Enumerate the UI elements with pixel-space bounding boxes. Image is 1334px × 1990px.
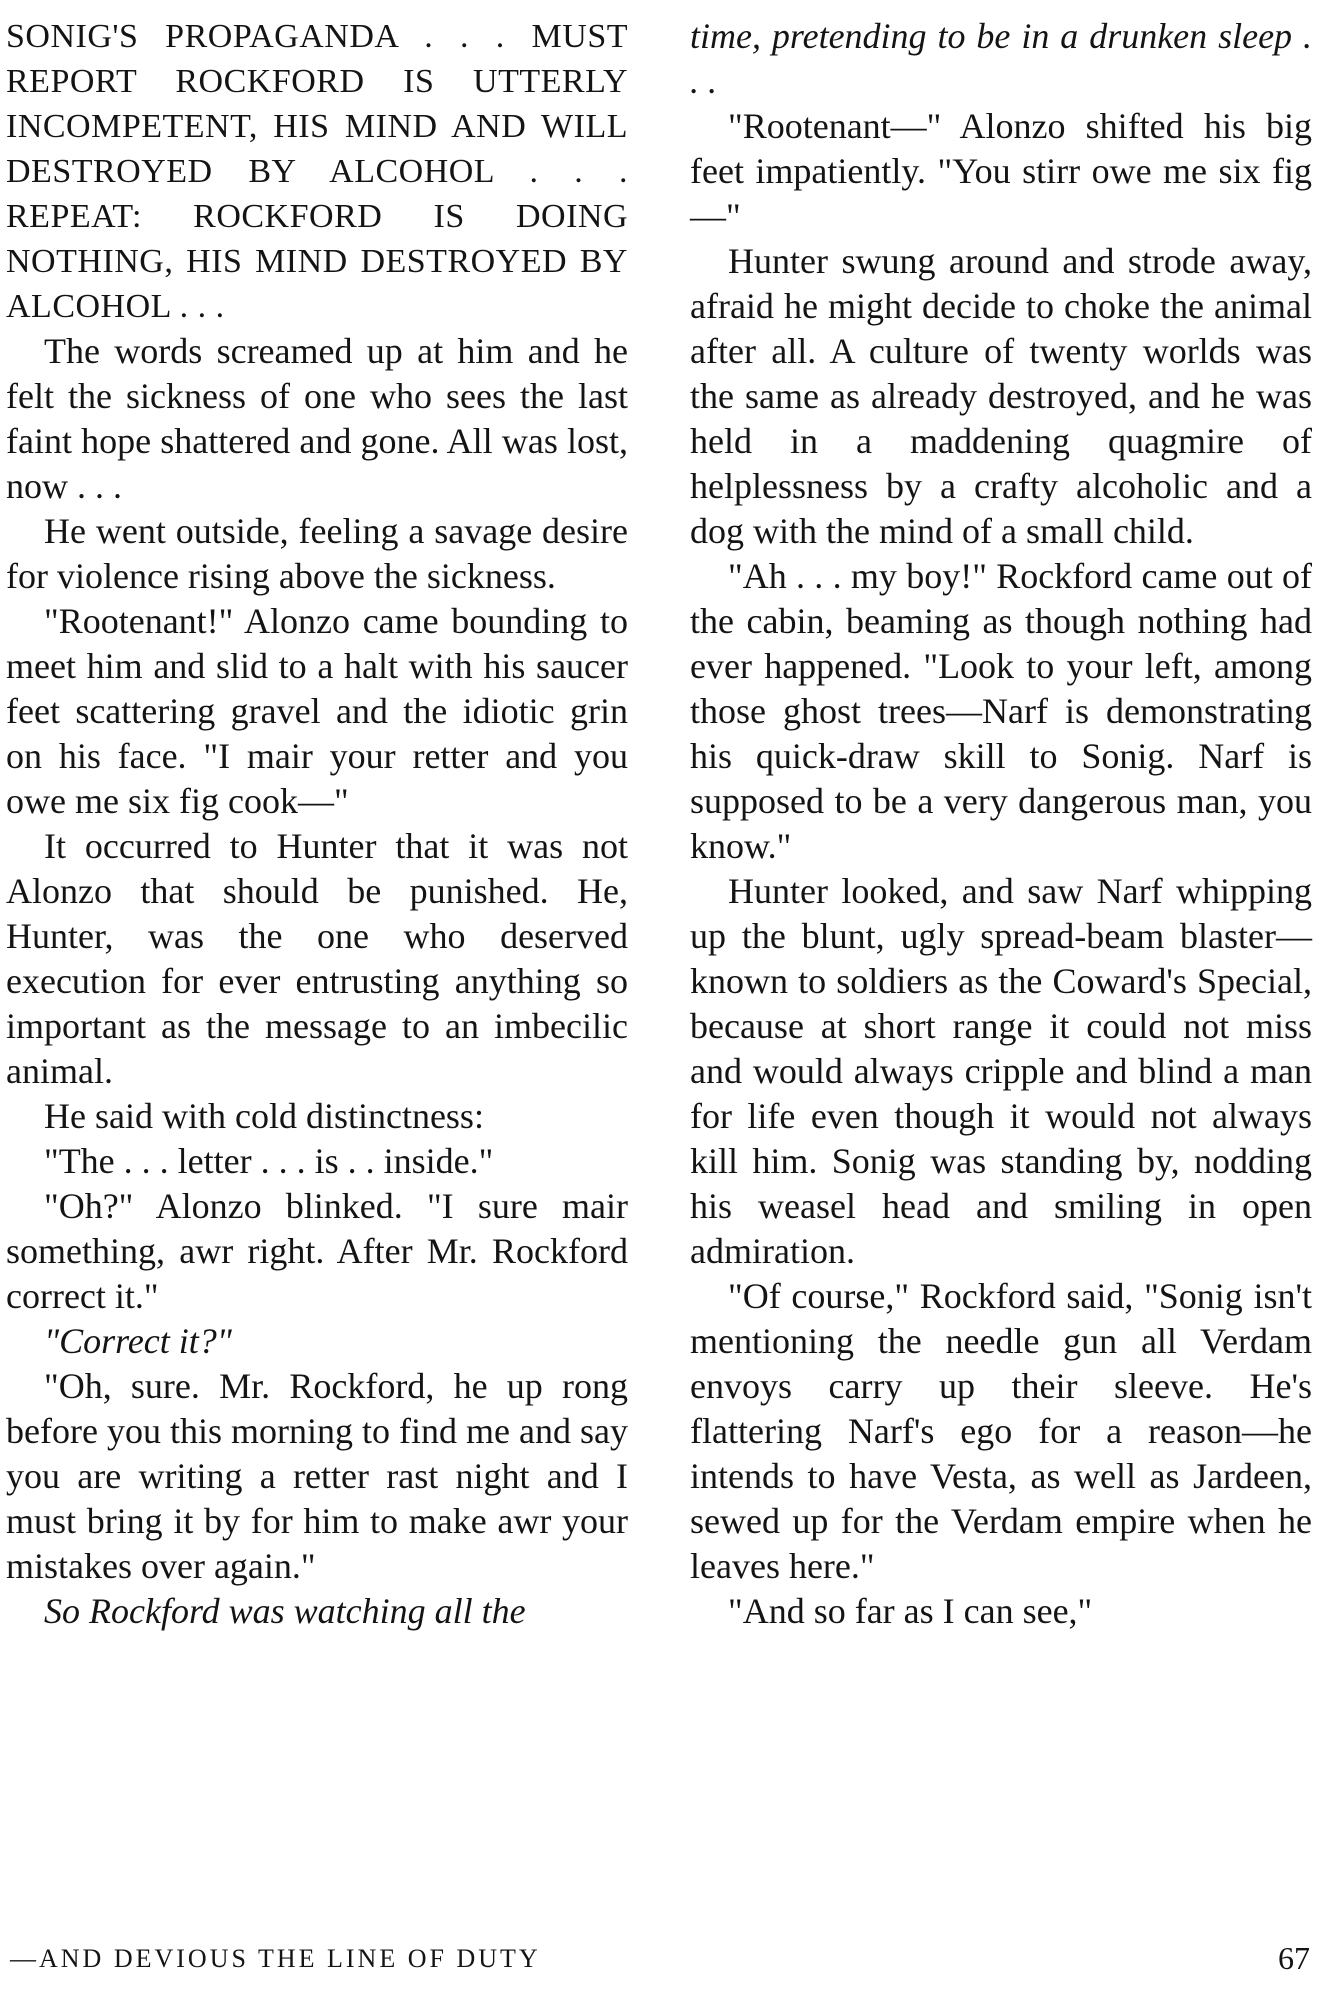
paragraph: "And so far as I can see," — [728, 1591, 1093, 1631]
paragraph: He said with cold distinctness: — [44, 1096, 484, 1136]
paragraph: Hunter looked, and saw Narf whipping up the blunt, ugly spread-beam blaster—known to soldiers as the Coward's Special, because at short range it could not miss and would always cripple and blind a man for life even though it would not always kill him. Sonig was standing by, nodding his weasel head and smiling in open admiration. — [690, 871, 1312, 1271]
right-column — [690, 14, 1312, 1634]
paragraph: Hunter swung around and strode away, afraid he might decide to choke the animal after all. A culture of twenty worlds was the same as already destroyed, and he was held in a maddening quagmire of helplessness by a crafty alcoholic and a dog with the mind of a small child. — [690, 241, 1312, 551]
paragraph: SONIG'S PROPAGANDA . . . MUST REPORT ROCKFORD IS UTTERLY INCOMPETENT, HIS MIND AND WILL DESTROYED BY ALCOHOL . . . REPEAT: ROCKFORD IS DOING NOTHING, HIS MIND DESTROYED BY ALCOHOL . . . — [6, 18, 628, 325]
paragraph: "Ah . . . my boy!" Rockford came out of the cabin, beaming as though nothing had ever happened. "Look to your left, among those ghost trees—Narf is demonstrating his quick-draw skill to Sonig. Narf is supposed to be a very dangerous man, you know." — [690, 556, 1312, 866]
paragraph: time, pretending to be in a drunken sleep . . . — [690, 16, 1312, 101]
paragraph: "The . . . letter . . . is . . inside." — [44, 1141, 494, 1181]
paragraph: "Rootenant—" Alonzo shifted his big feet impatiently. "You stirr owe me six fig—" — [690, 106, 1312, 236]
paragraph: It occurred to Hunter that it was not Alonzo that should be punished. He, Hunter, was the one who deserved execution for ever entrusting anything so important as the message to an imbecilic animal. — [6, 826, 628, 1091]
paragraph: "Of course," Rockford said, "Sonig isn't mentioning the needle gun all Verdam envoys carry up their sleeve. He's flattering Narf's ego for a reason—he intends to have Vesta, as well as Jardeen, sewed up for the Verdam empire when he leaves here." — [690, 1276, 1312, 1586]
page-number: 67 — [1278, 1940, 1310, 1976]
paragraph: He went outside, feeling a savage desire for violence rising above the sickness. — [6, 511, 628, 596]
paragraph: So Rockford was watching all the — [44, 1591, 526, 1631]
paragraph: The words screamed up at him and he felt the sickness of one who sees the last faint hope shattered and gone. All was lost, now . . . — [6, 331, 628, 506]
paragraph: "Oh?" Alonzo blinked. "I sure mair something, awr right. After Mr. Rockford correct it." — [6, 1186, 628, 1316]
page-footer — [0, 1940, 1334, 1980]
left-column — [6, 14, 628, 1634]
running-title: —AND DEVIOUS THE LINE OF DUTY — [10, 1944, 541, 1973]
paragraph: "Oh, sure. Mr. Rockford, he up rong before you this morning to find me and say you are writing a retter rast night and I must bring it by for him to make awr your mistakes over again." — [6, 1366, 628, 1586]
paragraph: "Correct it?" — [44, 1321, 232, 1361]
paragraph: "Rootenant!" Alonzo came bounding to meet him and slid to a halt with his saucer feet scattering gravel and the idiotic grin on his face. "I mair your retter and you owe me six fig cook—" — [6, 601, 628, 821]
